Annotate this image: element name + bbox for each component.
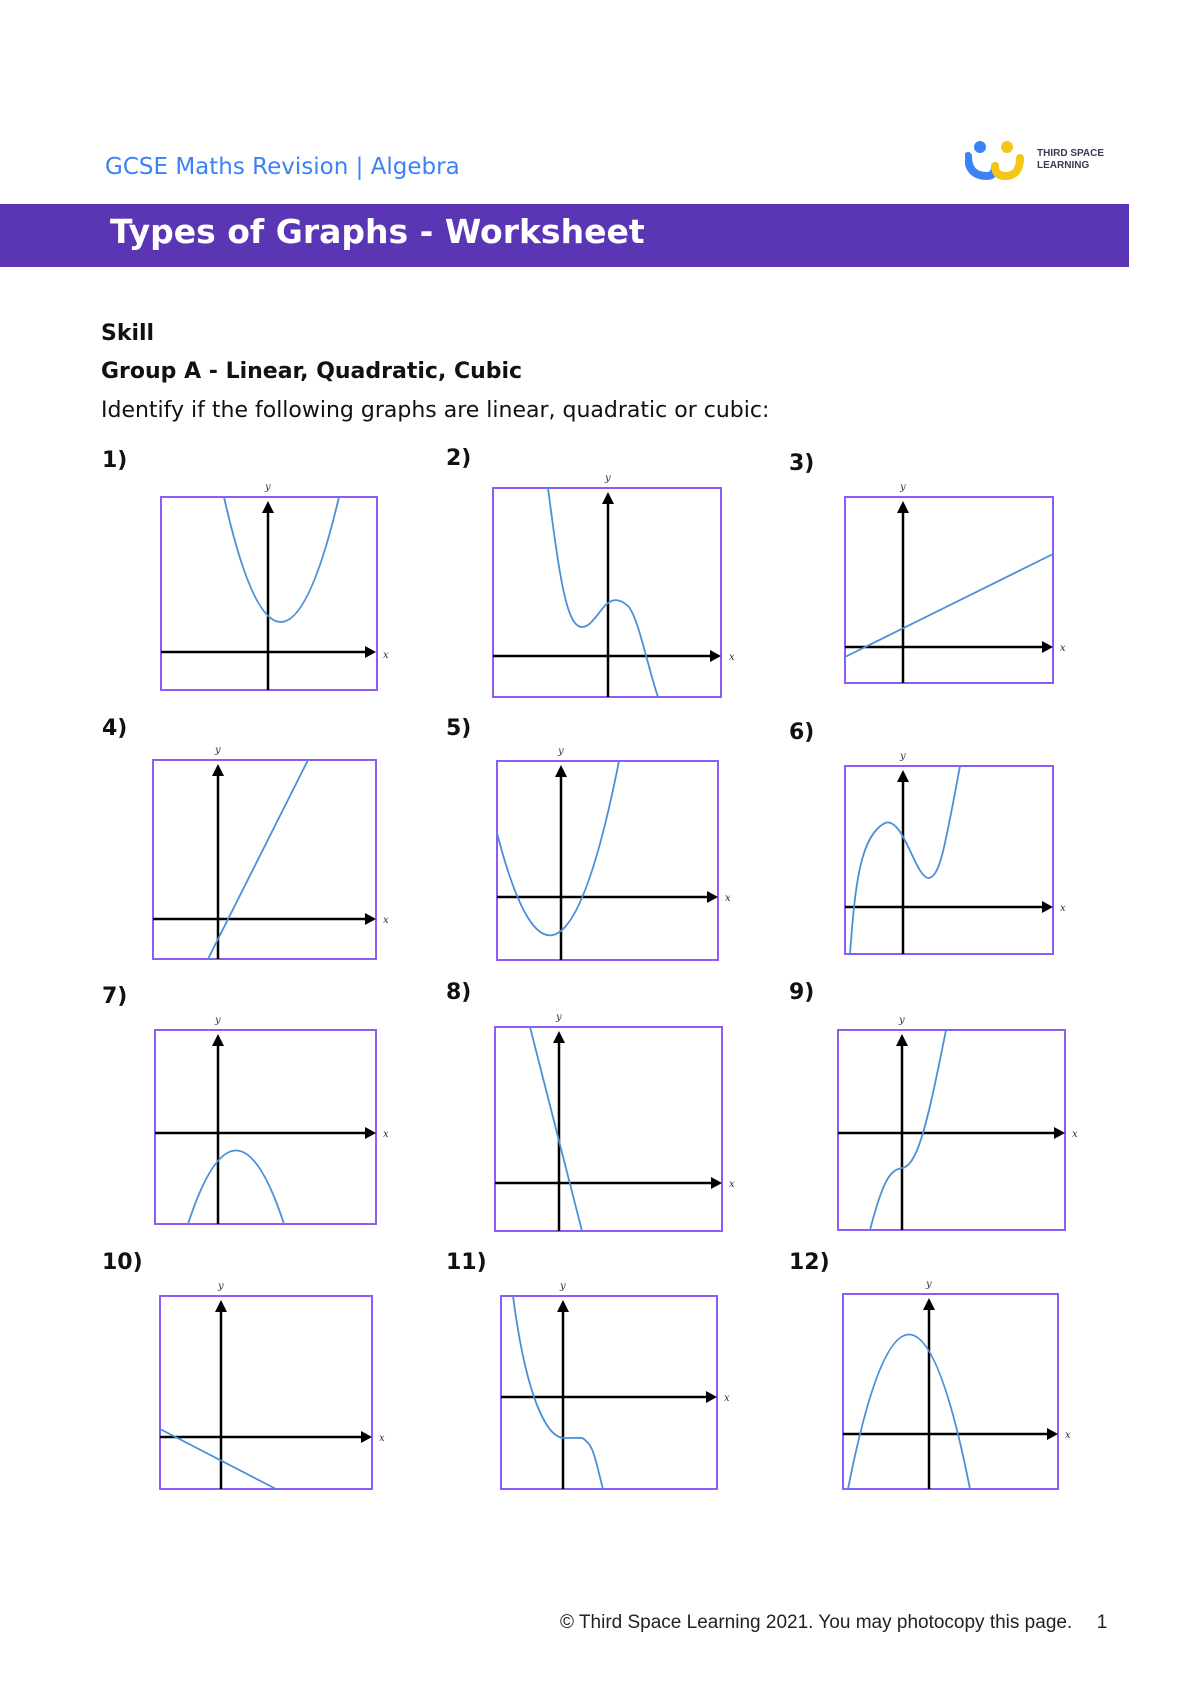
y-axis-arrow-icon: [553, 1031, 565, 1043]
graph-11: [501, 1281, 730, 1489]
graph-frame: [845, 766, 1053, 954]
x-axis-arrow-icon: [365, 913, 376, 925]
y-axis-arrow-icon: [215, 1300, 227, 1312]
y-axis-arrow-icon: [262, 501, 274, 513]
question-number: 12): [789, 1250, 830, 1275]
footer: [560, 1612, 1107, 1634]
graph-6: [845, 751, 1066, 954]
x-axis-arrow-icon: [706, 1391, 717, 1403]
logo-text: [1037, 148, 1104, 172]
graph-8-plot: [495, 1012, 735, 1231]
subject-label: GCSE Maths Revision | Algebra: [105, 154, 460, 180]
graph-2: [493, 473, 735, 697]
graph-4-plot: [153, 745, 389, 959]
y-axis-arrow-icon: [896, 1034, 908, 1046]
x-axis-label: x: [1060, 903, 1066, 914]
graph-line: [208, 760, 308, 959]
graph-line: [530, 1027, 582, 1231]
y-axis-arrow-icon: [212, 764, 224, 776]
graph-9-plot: [838, 1015, 1078, 1230]
question-number: 8): [446, 980, 472, 1005]
graph-7-plot: [155, 1015, 389, 1224]
graph-frame: [843, 1294, 1058, 1489]
x-axis-arrow-icon: [710, 650, 721, 662]
question-number: 6): [789, 720, 815, 745]
question-number: 4): [102, 716, 128, 741]
instruction-text: Identify if the following graphs are linear, quadratic or cubic:: [101, 398, 770, 423]
graph-5: [497, 746, 731, 960]
footer-copyright: © Third Space Learning 2021. You may photocopy this page.: [560, 1612, 1073, 1633]
question-number: 3): [789, 451, 815, 476]
graph-curve: [224, 497, 339, 622]
x-axis-arrow-icon: [365, 646, 376, 658]
graph-frame: [838, 1030, 1065, 1230]
y-axis-label: y: [215, 745, 221, 756]
graph-9: [838, 1015, 1078, 1230]
y-axis-label: y: [899, 1015, 905, 1026]
graph-2-plot: [493, 473, 735, 697]
x-axis-arrow-icon: [1042, 641, 1053, 653]
y-axis-label: y: [558, 746, 564, 757]
x-axis-label: x: [383, 915, 389, 926]
graph-3-plot: [845, 482, 1066, 683]
x-axis-arrow-icon: [1047, 1428, 1058, 1440]
x-axis-arrow-icon: [365, 1127, 376, 1139]
x-axis-label: x: [724, 1393, 730, 1404]
graph-frame: [153, 760, 376, 959]
x-axis-label: x: [1065, 1430, 1071, 1441]
y-axis-label: y: [215, 1015, 221, 1026]
x-axis-label: x: [729, 652, 735, 663]
x-axis-arrow-icon: [361, 1431, 372, 1443]
y-axis-arrow-icon: [557, 1300, 569, 1312]
x-axis-label: x: [1072, 1129, 1078, 1140]
question-number: 11): [446, 1250, 487, 1275]
x-axis-arrow-icon: [1054, 1127, 1065, 1139]
group-heading: Group A - Linear, Quadratic, Cubic: [101, 359, 523, 384]
graph-7: [155, 1015, 389, 1224]
x-axis-label: x: [729, 1179, 735, 1190]
x-axis-label: x: [725, 893, 731, 904]
y-axis-arrow-icon: [555, 765, 567, 777]
graph-1: [161, 482, 389, 690]
graph-line: [845, 554, 1053, 657]
graph-4: [153, 745, 389, 959]
question-number: 7): [102, 984, 128, 1009]
y-axis-label: y: [218, 1281, 224, 1292]
question-number: 5): [446, 716, 472, 741]
graph-frame: [155, 1030, 376, 1224]
question-number: 10): [102, 1250, 143, 1275]
graph-curve: [848, 1335, 970, 1490]
graph-curve: [548, 488, 658, 697]
graph-curve: [188, 1151, 284, 1225]
page-number: 1: [1096, 1612, 1108, 1633]
graph-curve: [497, 761, 619, 935]
graph-3: [845, 482, 1066, 683]
y-axis-label: y: [265, 482, 271, 493]
graph-12-plot: [843, 1279, 1071, 1489]
y-axis-label: y: [926, 1279, 932, 1290]
y-axis-arrow-icon: [923, 1298, 935, 1310]
y-axis-arrow-icon: [897, 770, 909, 782]
graph-11-plot: [501, 1281, 730, 1489]
graph-curve: [870, 1030, 946, 1230]
question-number: 2): [446, 446, 472, 471]
graph-6-plot: [845, 751, 1066, 954]
graph-12: [843, 1279, 1071, 1489]
y-axis-label: y: [900, 482, 906, 493]
x-axis-label: x: [1060, 643, 1066, 654]
skill-heading: Skill: [101, 321, 155, 346]
y-axis-arrow-icon: [602, 492, 614, 504]
logo-text-line2: LEARNING: [1037, 160, 1090, 171]
graph-frame: [160, 1296, 372, 1489]
y-axis-label: y: [605, 473, 611, 484]
x-axis-arrow-icon: [711, 1177, 722, 1189]
worksheet-title: Types of Graphs - Worksheet: [110, 212, 645, 251]
x-axis-arrow-icon: [1042, 901, 1053, 913]
logo-text-line1: THIRD SPACE: [1037, 148, 1105, 159]
y-axis-label: y: [556, 1012, 562, 1023]
question-number: 9): [789, 980, 815, 1005]
graph-curve: [513, 1296, 603, 1489]
graph-10: [160, 1281, 385, 1489]
y-axis-label: y: [900, 751, 906, 762]
x-axis-label: x: [383, 1129, 389, 1140]
question-number: 1): [102, 448, 128, 473]
graph-1-plot: [161, 482, 389, 690]
x-axis-label: x: [383, 650, 389, 661]
x-axis-arrow-icon: [707, 891, 718, 903]
graph-8: [495, 1012, 735, 1231]
graph-curve: [850, 766, 960, 954]
graph-frame: [497, 761, 718, 960]
graph-10-plot: [160, 1281, 385, 1489]
graph-frame: [845, 497, 1053, 683]
x-axis-label: x: [379, 1433, 385, 1444]
y-axis-label: y: [560, 1281, 566, 1292]
y-axis-arrow-icon: [212, 1034, 224, 1046]
graph-frame: [495, 1027, 722, 1231]
graph-5-plot: [497, 746, 731, 960]
y-axis-arrow-icon: [897, 501, 909, 513]
